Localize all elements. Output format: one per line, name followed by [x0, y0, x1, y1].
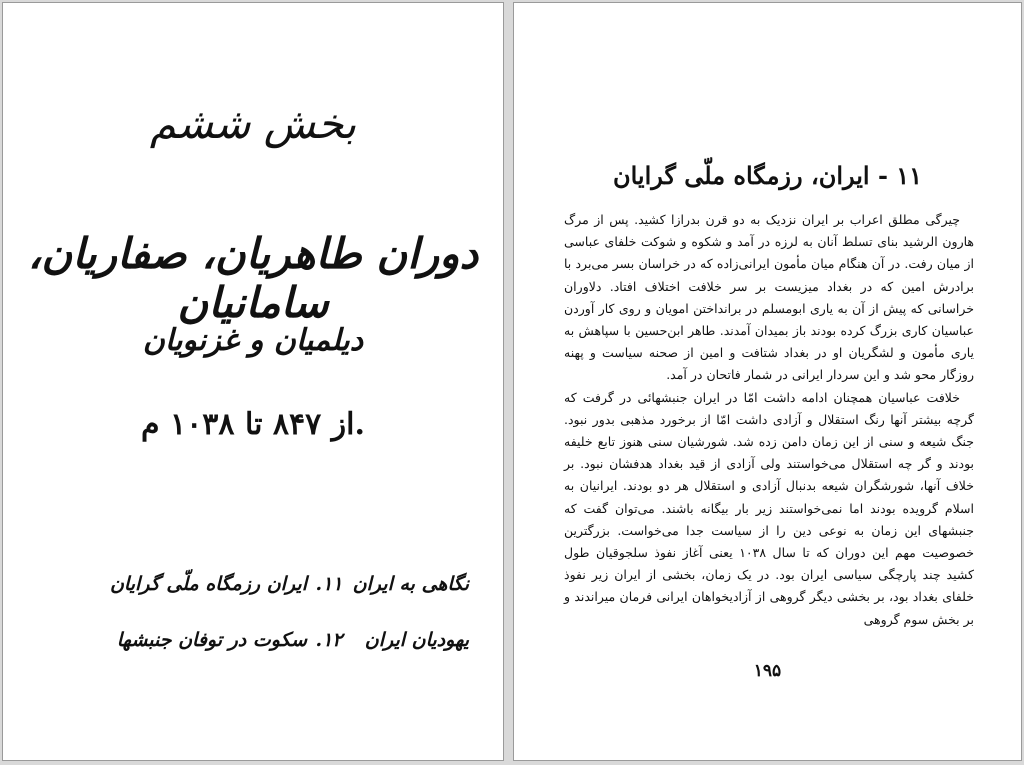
chapter-row	[43, 573, 469, 629]
chapter-list	[43, 573, 469, 685]
chapter-section-name: نگاهی به ایران	[352, 573, 469, 595]
chapter-heading: ۱۱ - ایران، رزمگاه ملّی گرایان	[612, 161, 923, 190]
chapter-number: ۱۱.	[315, 573, 343, 595]
body-paragraph: خلافت عباسیان همچنان ادامه داشت امّا در ایران جنبشهائی در گرفت که گرچه بیشتر آنها رنگ استقلال و آزادی داشت امّا از برخورد مذهبی بدور نبود. جنگ شیعه و سنی از این زمان دامن زده شد. شورشیان سنی هنوز تابع خلیفه بودند و گر چه استقلال می‌خواستند ولی آزادی از قید بغداد هدفشان نبود. بر خلاف آنها، شورشگران شیعه بدنبال آزادی و استقلال هر دو بودند. ایرانیان به اسلام گرویده بودند اما نمی‌خواستند زیر بار بیگانه باشند. می‌توان گفت که جنبشهای این زمان به نوعی دین را از سیاست جدا می‌خواست. بزرگترین خصوصیت مهم این دوران که تا سال ۱۰۳۸ یعنی آغاز نفوذ سلجوقیان طول کشید چند پارچگی سیاسی ایران بود. در یک زمان، بخشی از ایران زیر نفوذ خلفای بغداد بود، بر بخشی دیگر گروهی از آزادیخواهان ایرانی فرمان میراندند و بر بخش سوم گروهی	[564, 389, 974, 627]
chapter-title: سکوت در توفان جنبشها	[116, 629, 307, 651]
left-page	[2, 2, 504, 761]
body-paragraph: چیرگی مطلق اعراب بر ایران نزدیک به دو قرن بدرازا کشید. پس از مرگ هارون الرشید بنای تسلط آنان به لرزه در آمد و شکوه و شوکت خلفای عباسی از میان رفت. در آن هنگام میان مأمون ایرانی‌زاده که در خراسان بسر می‌برد با برادرش امین که در بغداد میزیست بر سر خلافت اختلاف افتاد. دلاوران خراسانی که پیش از آن به یاری ابومسلم در برانداختن امویان و روی کار آوردن عباسیان کاری بزرگ کرده بودند باز بمیدان آمدند. طاهر ابن‌حسین با سپاهش به یاری مأمون و لشگریان او در بغداد شتافت و امین از صحنه سیاست و پهنه روزگار محو شد و این سردار ایرانی در شمار فاتحان در آمد.	[564, 212, 974, 383]
part-heading: بخش ششم	[149, 99, 357, 148]
chapter-body	[564, 209, 974, 631]
period-range: از ۸۴۷ تا ۱۰۳۸ م.	[141, 407, 365, 442]
chapter-title: ایران رزمگاه ملّی گرایان	[109, 573, 307, 595]
right-page	[513, 2, 1022, 761]
chapter-section-name: یهودیان ایران	[364, 629, 469, 651]
chapter-number: ۱۲.	[315, 629, 343, 651]
part-sub-title: دیلمیان و غزنویان	[142, 323, 364, 358]
page-number: ۱۹۵	[753, 661, 782, 681]
chapter-row	[43, 629, 469, 685]
part-main-title: دوران طاهریان، صفاریان، سامانیان	[27, 229, 479, 327]
